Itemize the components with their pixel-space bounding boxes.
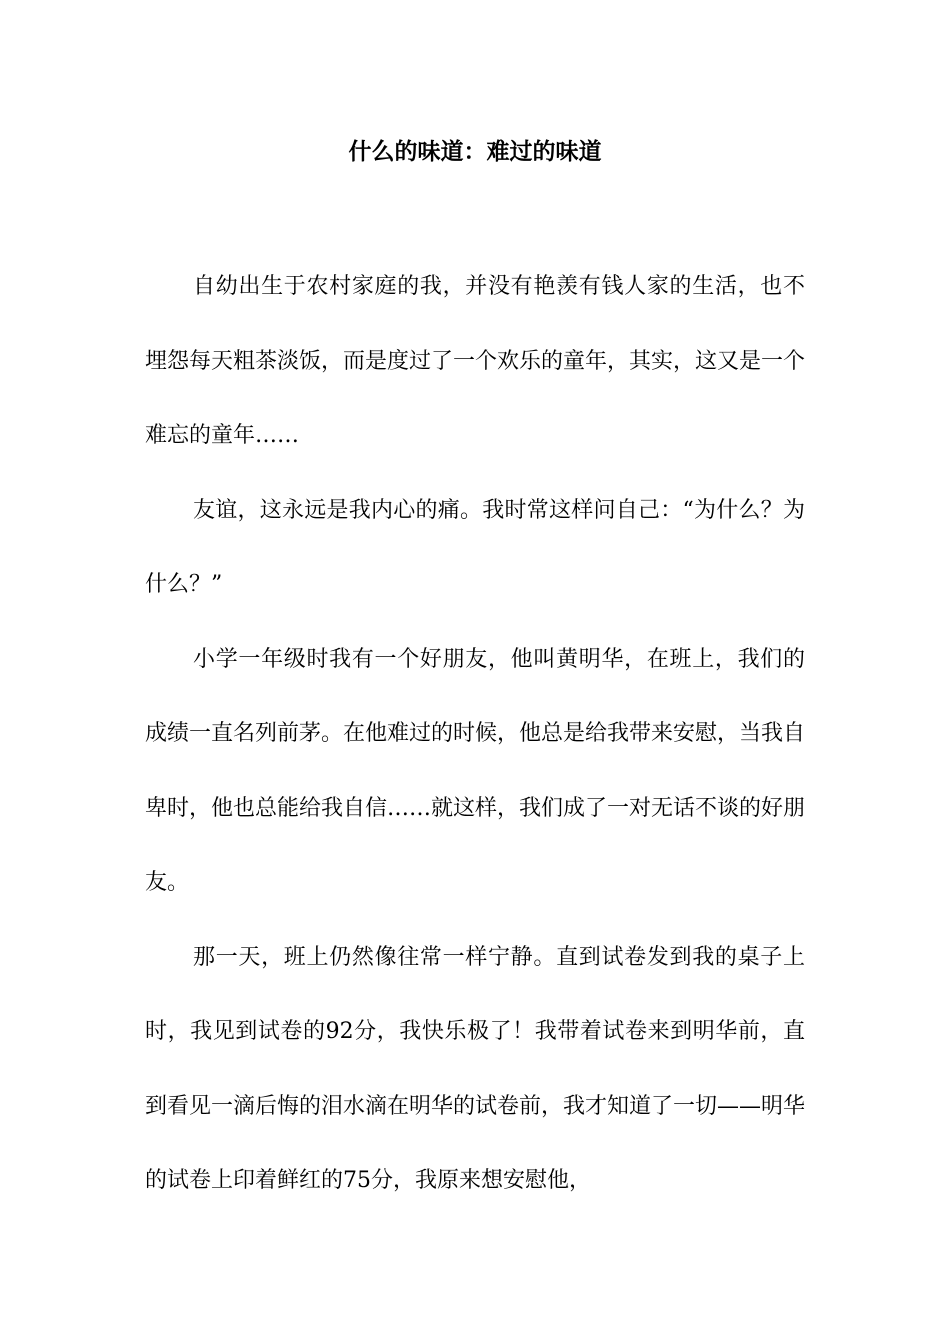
- paragraph-childhood: 自幼出生于农村家庭的我，并没有艳羡有钱人家的生活，也不埋怨每天粗茶淡饭，而是度过了一个欢乐的童年，其实，这又是一个难忘的童年……: [145, 274, 806, 448]
- paragraph-exam-day: 那一天，班上仍然像往常一样宁静。直到试卷发到我的桌子上时，我见到试卷的92分，我快乐极了！我带着试卷来到明华前，直到看见一滴后悔的泪水滴在明华的试卷前，我才知道了一切——明华的试卷上印着鲜红的75分，我原来想安慰他，: [145, 944, 806, 1193]
- paragraph-good-friend: 小学一年级时我有一个好朋友，他叫黄明华，在班上，我们的成绩一直名列前茅。在他难过的时候，他总是给我带来安慰，当我自卑时，他也总能给我自信……就这样，我们成了一对无话不谈的好朋友。: [145, 646, 806, 895]
- paragraph-friendship: 友谊，这永远是我内心的痛。我时常这样问自己：“为什么？为什么？”: [145, 497, 805, 597]
- document-title: 什么的味道：难过的味道: [348, 138, 602, 165]
- document-body: [145, 250, 805, 1219]
